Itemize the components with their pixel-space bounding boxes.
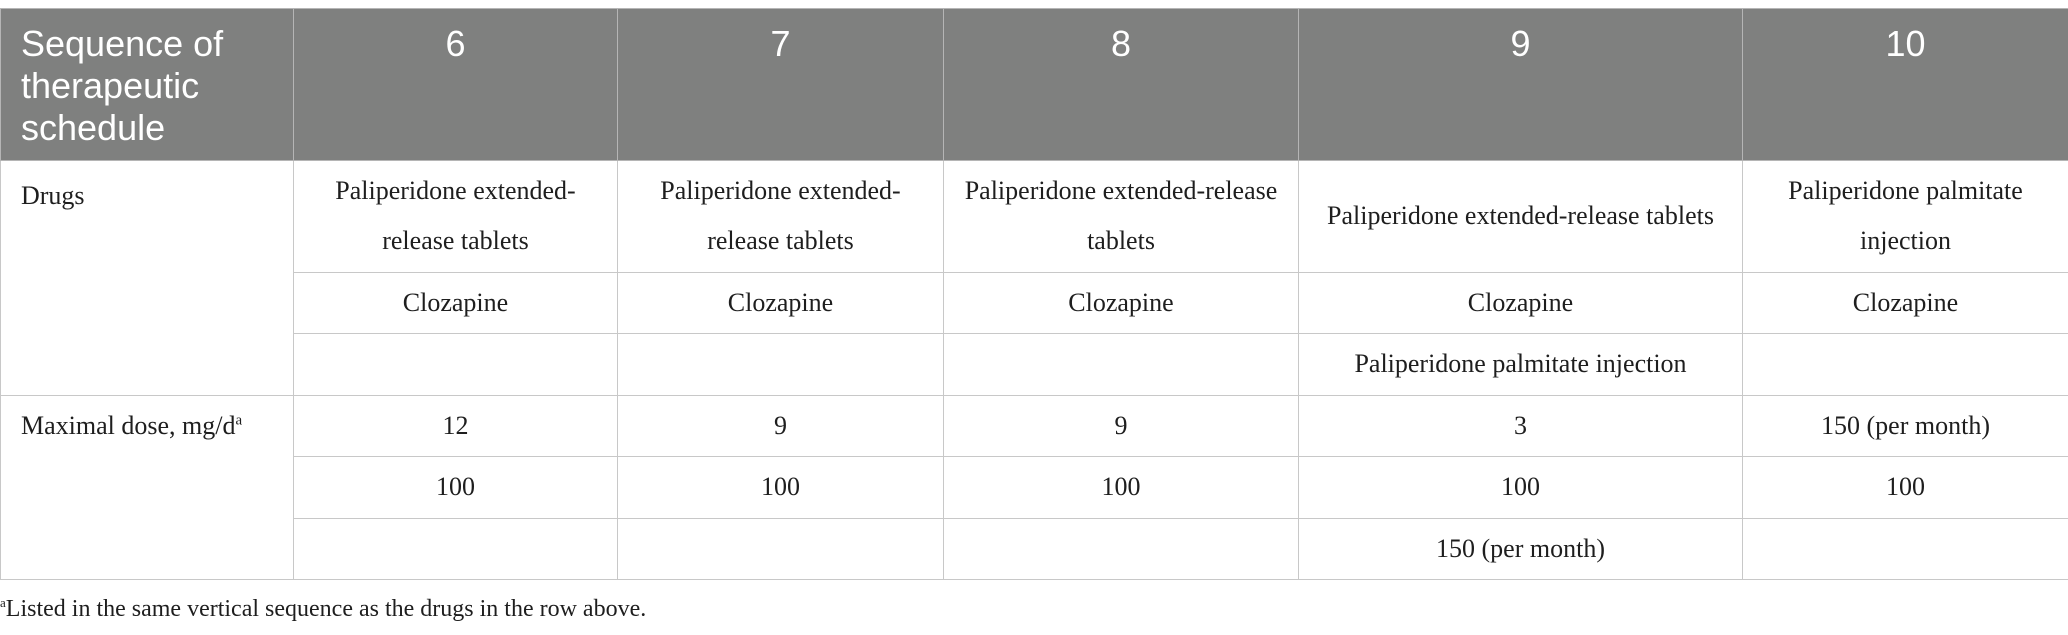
footnote-text: Listed in the same vertical sequence as the drugs in the row above. xyxy=(5,596,647,622)
dose-cell xyxy=(618,518,944,579)
drugs-row-label: Drugs xyxy=(1,161,294,396)
dose-cell xyxy=(1743,518,2068,579)
dose-cell: 100 xyxy=(1299,457,1743,518)
drug-cell: Clozapine xyxy=(1743,272,2068,333)
drug-cell: Paliperidone extended-release tablets xyxy=(618,161,944,273)
dose-cell: 100 xyxy=(618,457,944,518)
table-row xyxy=(1,161,2068,273)
dose-cell: 150 (per month) xyxy=(1299,518,1743,579)
dose-cell: 100 xyxy=(294,457,618,518)
table-row xyxy=(1,518,2068,579)
header-col-7: 7 xyxy=(618,9,944,161)
dose-cell xyxy=(944,518,1299,579)
drug-cell xyxy=(944,334,1299,395)
dose-label-text: Maximal dose, mg/d xyxy=(21,410,236,440)
footnote-marker: a xyxy=(0,595,6,610)
dose-cell: 12 xyxy=(294,395,618,456)
table-row xyxy=(1,395,2068,456)
drug-cell: Paliperidone palmitate injection xyxy=(1743,161,2068,273)
drug-cell: Paliperidone extended-release tablets xyxy=(294,161,618,273)
header-sequence-label: Sequence of therapeutic schedule xyxy=(1,9,294,161)
drug-cell xyxy=(1743,334,2068,395)
table-row xyxy=(1,457,2068,518)
drug-cell: Paliperidone extended-release tablets xyxy=(944,161,1299,273)
header-row xyxy=(1,9,2068,161)
dose-cell: 9 xyxy=(618,395,944,456)
drug-cell: Paliperidone extended-release tablets xyxy=(1299,161,1743,273)
dose-cell: 150 (per month) xyxy=(1743,395,2068,456)
header-col-6: 6 xyxy=(294,9,618,161)
drug-cell xyxy=(618,334,944,395)
dose-cell: 3 xyxy=(1299,395,1743,456)
drug-cell xyxy=(294,334,618,395)
dose-cell xyxy=(294,518,618,579)
table-footnote xyxy=(0,596,646,623)
dose-cell: 100 xyxy=(944,457,1299,518)
drug-cell: Clozapine xyxy=(294,272,618,333)
drug-cell: Clozapine xyxy=(944,272,1299,333)
table-row xyxy=(1,334,2068,395)
drug-cell: Clozapine xyxy=(618,272,944,333)
therapeutic-schedule-table xyxy=(0,8,2068,580)
header-col-9: 9 xyxy=(1299,9,1743,161)
dose-cell: 9 xyxy=(944,395,1299,456)
dose-row-label xyxy=(1,395,294,579)
header-col-10: 10 xyxy=(1743,9,2068,161)
table-row xyxy=(1,272,2068,333)
header-col-8: 8 xyxy=(944,9,1299,161)
footnote-marker: a xyxy=(235,412,243,429)
drug-cell: Clozapine xyxy=(1299,272,1743,333)
drug-cell: Paliperidone palmitate injection xyxy=(1299,334,1743,395)
dose-cell: 100 xyxy=(1743,457,2068,518)
